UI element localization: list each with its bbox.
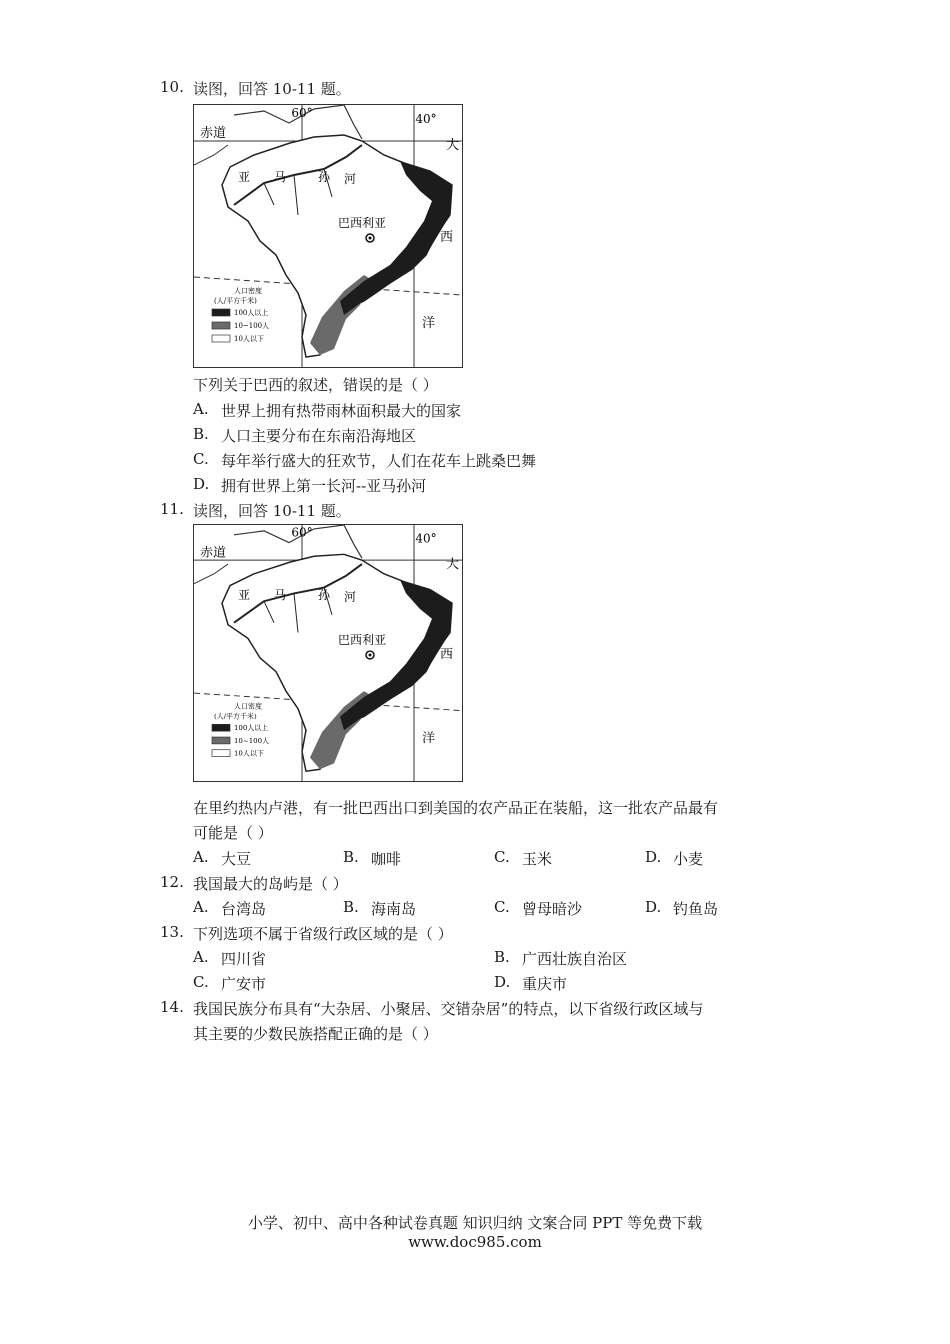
brasilia-dot <box>369 653 372 656</box>
question-number: 14. <box>160 998 184 1016</box>
brazil-population-map <box>193 104 463 368</box>
option-text: 海南岛 <box>371 900 417 918</box>
legend-high-label: 100人以上 <box>234 724 269 733</box>
option-text: 拥有世界上第一长河--亚马孙河 <box>221 477 427 495</box>
option-letter: C. <box>494 898 510 916</box>
option-text: 四川省 <box>221 950 267 968</box>
legend-title: 人口密度 <box>234 702 262 711</box>
option-text: 台湾岛 <box>221 900 267 918</box>
legend-mid-label: 10~100人 <box>234 322 270 330</box>
option-letter: C. <box>494 848 510 866</box>
legend-swatch-mid <box>212 737 230 744</box>
ocean-char-3: 洋 <box>422 731 436 746</box>
lon-40-label: 40° <box>415 531 437 546</box>
question-stem-line2: 其主要的少数民族搭配正确的是（ ） <box>193 1025 438 1043</box>
option-text: 每年举行盛大的狂欢节，人们在花车上跳桑巴舞 <box>221 452 537 470</box>
brazil-population-map-2 <box>193 524 463 782</box>
legend-swatch-high <box>212 309 230 316</box>
footer-url[interactable]: www.doc985.com <box>408 1233 542 1251</box>
option-letter: C. <box>193 450 209 468</box>
question-stem-line1: 我国民族分布具有“大杂居、小聚居、交错杂居”的特点，以下省级行政区域与 <box>193 1000 704 1018</box>
option-letter: D. <box>193 475 210 493</box>
option-letter: B. <box>494 948 510 966</box>
amazon-char-4: 河 <box>344 172 357 186</box>
question-stem: 我国最大的岛屿是（ ） <box>193 875 348 893</box>
footer-slogan: 小学、初中、高中各种试卷真题 知识归纳 文案合同 PPT 等免费下载 <box>247 1214 703 1232</box>
map-graphic <box>194 525 462 781</box>
question-stem: 下列选项不属于省级行政区域的是（ ） <box>193 925 453 943</box>
option-text: 钓鱼岛 <box>673 900 719 918</box>
option-text: 咖啡 <box>371 850 402 868</box>
west-border <box>194 145 228 165</box>
map-graphic <box>194 105 462 367</box>
brasilia-dot <box>369 237 372 240</box>
option-text: 世界上拥有热带雨林面积最大的国家 <box>221 402 462 420</box>
option-text: 曾母暗沙 <box>522 900 583 918</box>
question-prompt: 下列关于巴西的叙述，错误的是（ ） <box>193 376 438 394</box>
legend-swatch-low <box>212 750 230 757</box>
legend-unit: (人/平方千米) <box>214 712 257 721</box>
question-number: 10. <box>160 78 184 96</box>
legend-title: 人口密度 <box>234 287 262 295</box>
amazon-char-1: 亚 <box>238 588 251 603</box>
legend-swatch-low <box>212 335 230 342</box>
amazon-char-1: 亚 <box>238 170 251 184</box>
equator-label: 赤道 <box>200 126 227 141</box>
question-number: 11. <box>160 500 184 518</box>
option-letter: A. <box>193 948 209 966</box>
question-stem: 读图，回答 10-11 题。 <box>193 502 351 520</box>
amazon-char-4: 河 <box>344 590 357 605</box>
option-letter: A. <box>193 898 209 916</box>
equator-label: 赤道 <box>200 545 226 561</box>
amazon-char-2: 马 <box>274 588 287 603</box>
ocean-char-2: 西 <box>440 647 454 662</box>
option-letter: D. <box>645 848 662 866</box>
question-stem: 读图，回答 10-11 题。 <box>193 80 351 98</box>
legend-high-label: 100人以上 <box>234 309 269 317</box>
legend-mid-label: 10~100人 <box>234 736 270 745</box>
lon-60-label: 60° <box>291 525 313 540</box>
question-number: 12. <box>160 873 184 891</box>
question-prompt-line1: 在里约热内卢港，有一批巴西出口到美国的农产品正在装船，这一批农产品最有 <box>193 799 719 817</box>
legend-swatch-mid <box>212 322 230 329</box>
option-text: 重庆市 <box>522 975 568 993</box>
option-text: 玉米 <box>522 850 553 868</box>
option-letter: B. <box>343 898 359 916</box>
brasilia-label: 巴西利亚 <box>338 216 387 230</box>
legend-low-label: 10人以下 <box>234 749 264 758</box>
ocean-char-2: 西 <box>440 230 454 245</box>
option-letter: D. <box>645 898 662 916</box>
amazon-char-2: 马 <box>274 170 287 184</box>
option-text: 大豆 <box>221 850 252 868</box>
brasilia-label: 巴西利亚 <box>338 633 386 648</box>
amazon-char-3: 孙 <box>318 170 331 184</box>
option-text: 人口主要分布在东南沿海地区 <box>221 427 417 445</box>
option-letter: A. <box>193 400 209 418</box>
lon-40-label: 40° <box>415 112 437 126</box>
ocean-char-3: 洋 <box>422 316 436 331</box>
option-text: 小麦 <box>673 850 704 868</box>
legend-low-label: 10人以下 <box>234 335 264 343</box>
ocean-char-1: 大 <box>446 557 460 572</box>
amazon-char-3: 孙 <box>318 588 331 603</box>
option-text: 广西壮族自治区 <box>522 950 628 968</box>
legend-unit: (人/平方千米) <box>214 297 257 305</box>
question-prompt-line2: 可能是（ ） <box>193 824 273 842</box>
option-letter: B. <box>343 848 359 866</box>
legend-swatch-high <box>212 724 230 731</box>
lon-60-label: 60° <box>291 106 313 120</box>
option-letter: C. <box>193 973 209 991</box>
option-letter: D. <box>494 973 511 991</box>
option-text: 广安市 <box>221 975 267 993</box>
option-letter: A. <box>193 848 209 866</box>
ocean-char-1: 大 <box>446 138 460 153</box>
question-number: 13. <box>160 923 184 941</box>
west-border <box>194 564 228 584</box>
option-letter: B. <box>193 425 209 443</box>
